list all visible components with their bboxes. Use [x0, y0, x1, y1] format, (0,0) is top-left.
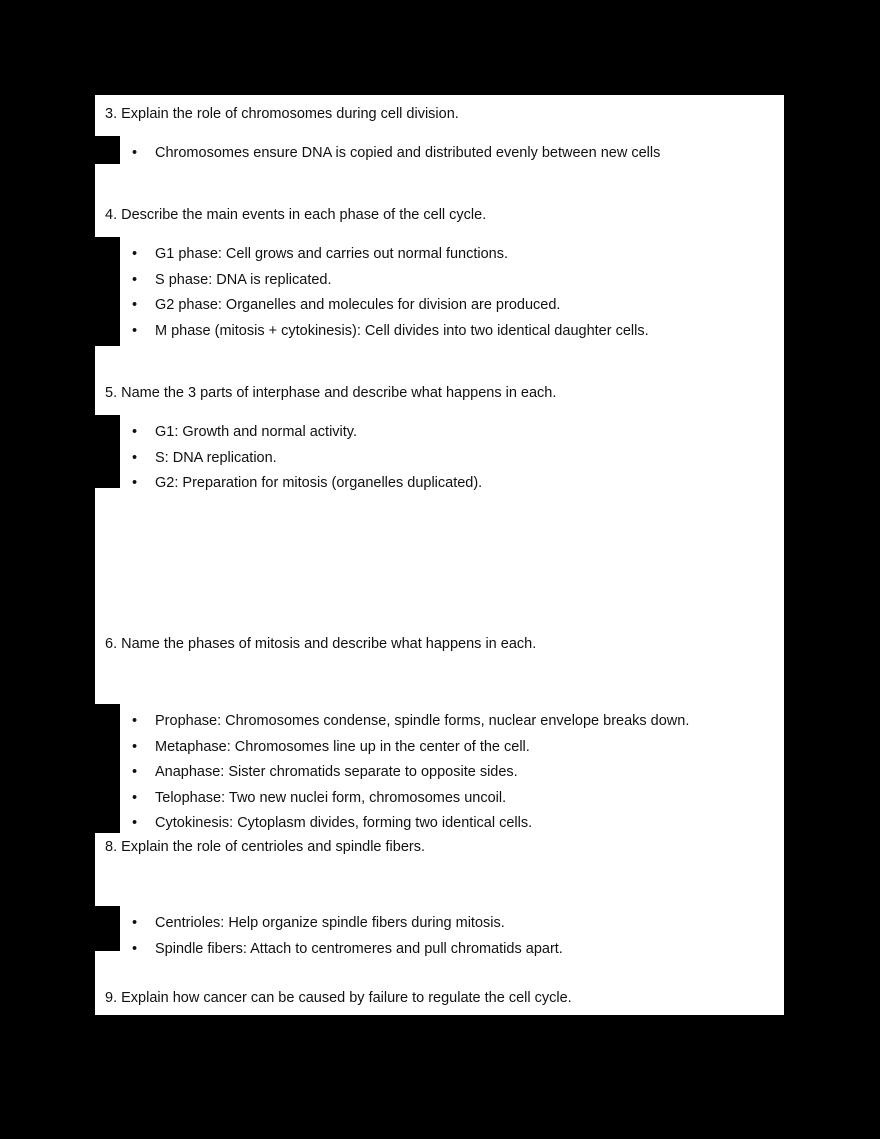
question-heading-5: 5. Name the 3 parts of interphase and describe what happens in each.	[105, 385, 557, 401]
page-edge-notch	[95, 237, 120, 346]
answer-list-3	[127, 141, 660, 167]
list-item: • Prophase: Chromosomes condense, spindle forms, nuclear envelope breaks down.	[127, 709, 689, 735]
list-item: • S: DNA replication.	[127, 446, 482, 472]
list-item: • G1 phase: Cell grows and carries out normal functions.	[127, 242, 649, 268]
list-item: • Chromosomes ensure DNA is copied and distributed evenly between new cells	[127, 141, 660, 167]
list-item: • Telophase: Two new nuclei form, chromosomes uncoil.	[127, 786, 689, 812]
page-edge-notch	[95, 415, 120, 488]
question-heading-4: 4. Describe the main events in each phase of the cell cycle.	[105, 207, 487, 223]
question-heading-8: 8. Explain the role of centrioles and spindle fibers.	[105, 839, 425, 855]
answer-list-4	[127, 242, 649, 344]
answer-list-8	[127, 911, 563, 962]
answer-list-6	[127, 709, 689, 837]
question-heading-6: 6. Name the phases of mitosis and describe what happens in each.	[105, 636, 537, 652]
list-item: • S phase: DNA is replicated.	[127, 268, 649, 294]
page-edge-notch	[95, 136, 120, 164]
list-item: • Cytokinesis: Cytoplasm divides, forming two identical cells.	[127, 811, 689, 837]
page-edge-notch	[95, 704, 120, 833]
question-heading-9: 9. Explain how cancer can be caused by failure to regulate the cell cycle.	[105, 990, 572, 1006]
list-item: • Centrioles: Help organize spindle fibers during mitosis.	[127, 911, 563, 937]
list-item: • Spindle fibers: Attach to centromeres and pull chromatids apart.	[127, 937, 563, 963]
list-item: • M phase (mitosis + cytokinesis): Cell divides into two identical daughter cells.	[127, 319, 649, 345]
list-item: • Anaphase: Sister chromatids separate to opposite sides.	[127, 760, 689, 786]
list-item: • G2: Preparation for mitosis (organelles duplicated).	[127, 471, 482, 497]
list-item: • Metaphase: Chromosomes line up in the center of the cell.	[127, 735, 689, 761]
list-item: • G1: Growth and normal activity.	[127, 420, 482, 446]
list-item: • G2 phase: Organelles and molecules for division are produced.	[127, 293, 649, 319]
question-heading-3: 3. Explain the role of chromosomes during cell division.	[105, 106, 459, 122]
document-page	[95, 95, 784, 1015]
answer-list-5	[127, 420, 482, 497]
page-edge-notch	[95, 906, 120, 951]
